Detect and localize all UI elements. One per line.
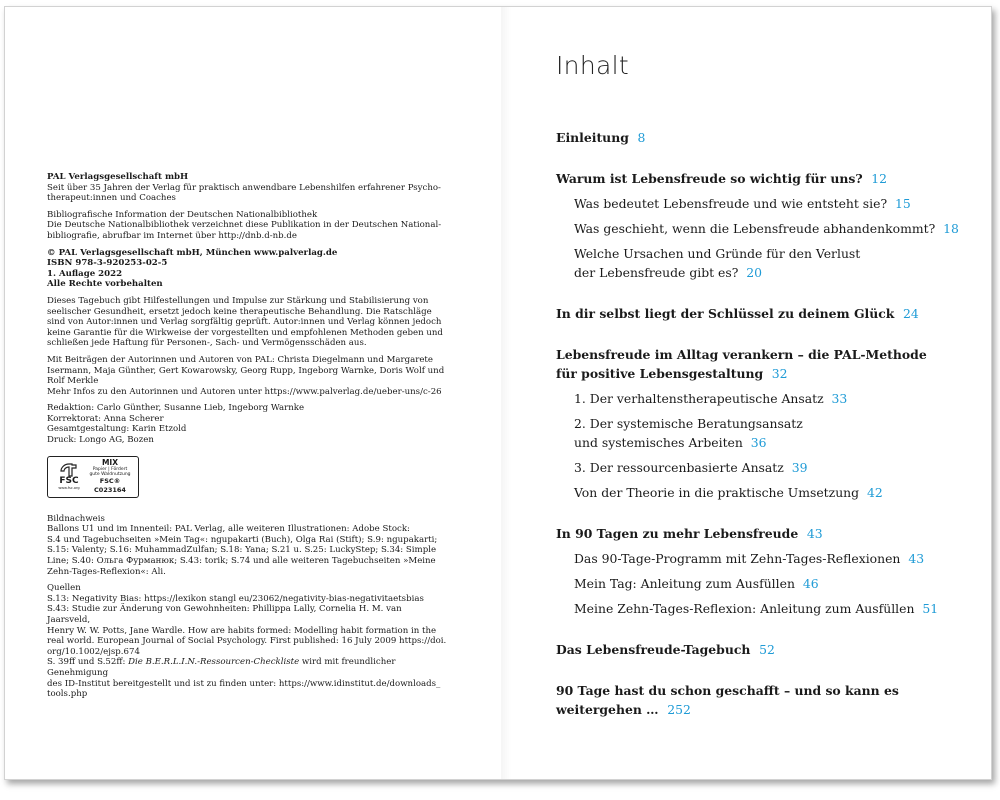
sources-line: org/10.1002/ejsp.674 bbox=[47, 646, 140, 657]
toc-entry-label: In 90 Tagen zu mehr Lebensfreude bbox=[556, 526, 799, 541]
credits-line: Druck: Longo AG, Bozen bbox=[47, 435, 154, 446]
toc-entry-label: Das 90-Tage-Programm mit Zehn-Tages-Reflexionen bbox=[574, 551, 901, 566]
toc-subentry[interactable] bbox=[556, 574, 976, 593]
credits-line: Korrektorat: Anna Scherer bbox=[47, 413, 164, 424]
table-of-contents bbox=[556, 47, 976, 719]
contrib-line: Mit Beiträgen der Autorinnen und Autoren von PAL: Christa Diegelmann und Margarete bbox=[47, 354, 433, 365]
picture-credits bbox=[47, 514, 447, 578]
toc-page-number: 15 bbox=[895, 196, 911, 211]
credits-line: Redaktion: Carlo Günther, Susanne Lieb, Ingeborg Warnke bbox=[47, 403, 305, 414]
toc-entry-label: Von der Theorie in die praktische Umsetzung bbox=[574, 485, 860, 500]
fsc-logo-text: FSC bbox=[59, 476, 79, 487]
contributors bbox=[47, 355, 447, 397]
toc-entry-label: 2. Der systemische Beratungsansatz bbox=[574, 416, 803, 431]
disclaimer-line: Dieses Tagebuch gibt Hilfestellungen und Impulse zur Stärkung und Stabilisierung von bbox=[47, 295, 429, 306]
pics-title: Bildnachweis bbox=[47, 513, 105, 524]
toc-page-number: 252 bbox=[667, 702, 691, 717]
fsc-info bbox=[86, 458, 134, 495]
disclaimer-line: keine Garantie für die Wirkweise der vorgestellten und empfohlenen Methoden geben und bbox=[47, 327, 443, 338]
publisher-name: PAL Verlagsgesellschaft mbH bbox=[47, 172, 189, 182]
toc-page-number: 36 bbox=[750, 435, 767, 450]
toc-page-number: 51 bbox=[922, 601, 939, 616]
toc-page-number: 24 bbox=[903, 306, 919, 321]
imprint-page bbox=[47, 172, 447, 706]
sources-suffix: wird mit freundlicher Genehmigung bbox=[47, 657, 396, 678]
sources-line: tools.php bbox=[47, 689, 88, 700]
copyright-block bbox=[47, 248, 447, 290]
toc-entry-label: Was bedeutet Lebensfreude und wie entsteht sie? bbox=[574, 196, 888, 211]
disclaimer-line: schließen jede Haftung für Personen-, Sach- und Vermögensschäden aus. bbox=[47, 338, 367, 349]
toc-entry-label: Lebensfreude im Alltag verankern – die PAL-Methode bbox=[556, 347, 927, 362]
toc-page-number: 43 bbox=[806, 526, 823, 541]
toc-entry-label: In dir selbst liegt der Schlüssel zu deinem Glück bbox=[556, 306, 895, 321]
bibliographic-info bbox=[47, 210, 447, 242]
checklist-title: Die B.E.R.L.I.N.-Ressourcen-Checkliste bbox=[128, 657, 300, 668]
toc-entry-alltag[interactable] bbox=[556, 345, 976, 383]
toc-entry-einleitung[interactable] bbox=[556, 128, 976, 147]
sources-line: real world. European Journal of Social Psychology. First published: 16 July 2009 https://doi. bbox=[47, 636, 447, 647]
fsc-mix: MIX bbox=[101, 458, 119, 468]
fsc-logo bbox=[52, 463, 86, 490]
contrib-line: Isermann, Maja Günther, Gert Kowarowsky, Georg Rupp, Ingeborg Warnke, Doris Wolf und bbox=[47, 365, 445, 376]
sources bbox=[47, 583, 447, 700]
toc-entry-label: weitergehen … bbox=[556, 702, 659, 717]
sources-line: S.43: Studie zur Änderung von Gewohnheiten: Phillippa Lally, Cornelia H. M. van Jaarsveld, bbox=[47, 604, 402, 625]
toc-subentry[interactable] bbox=[556, 599, 976, 618]
rights: Alle Rechte vorbehalten bbox=[47, 279, 163, 290]
sources-line: S.13: Negativity Bias: https://lexikon stangl eu/23062/negativity-bias-negativitaetsbias bbox=[47, 593, 424, 604]
toc-page-number: 32 bbox=[771, 366, 788, 381]
toc-entry-geschafft[interactable] bbox=[556, 681, 976, 719]
toc-title: Inhalt bbox=[556, 51, 629, 80]
pics-line: Line; S.40: Ольга Фурманюк; S.43: torik; S.74 und alle weiteren Tagebuchseiten »Meine bbox=[47, 556, 436, 567]
publisher-desc: therapeut:innen und Coaches bbox=[47, 193, 176, 204]
toc-page-number: 8 bbox=[637, 130, 646, 145]
toc-subentry[interactable] bbox=[556, 549, 976, 568]
toc-subentry[interactable] bbox=[556, 194, 976, 213]
toc-page-number: 18 bbox=[943, 221, 959, 236]
toc-entry-90-tage[interactable] bbox=[556, 524, 976, 543]
credits-line: Gesamtgestaltung: Karin Etzold bbox=[47, 424, 187, 435]
toc-entry-label: Mein Tag: Anleitung zum Ausfüllen bbox=[574, 576, 795, 591]
fsc-label bbox=[47, 456, 139, 498]
toc-page-number: 46 bbox=[802, 576, 819, 591]
sources-prefix: S. 39ff und S.52ff: bbox=[47, 657, 129, 668]
toc-entry-label: 3. Der ressourcenbasierte Ansatz bbox=[574, 460, 784, 475]
publisher-block bbox=[47, 172, 447, 204]
toc-subentry[interactable] bbox=[556, 389, 976, 408]
biblio-line: Bibliografische Information der Deutschen Nationalbibliothek bbox=[47, 209, 318, 220]
sources-line: Henry W. W. Potts, Jane Wardle. How are habits formed: Modelling habit formation in the bbox=[47, 625, 437, 636]
contrib-line: Mehr Infos zu den Autorinnen und Autoren unter https://www.palverlag.de/ueber-uns/c-26 bbox=[47, 386, 442, 397]
toc-entry-tagebuch[interactable] bbox=[556, 640, 976, 659]
fsc-url: www.fsc.org bbox=[58, 486, 80, 491]
toc-entry-label: Das Lebensfreude-Tagebuch bbox=[556, 642, 751, 657]
fsc-line: gute Waldnutzung bbox=[89, 472, 131, 478]
toc-entry-schluessel[interactable] bbox=[556, 304, 976, 323]
credits bbox=[47, 403, 447, 445]
publisher-desc: Seit über 35 Jahren der Verlag für praktisch anwendbare Lebenshilfen erfahrener Psycho- bbox=[47, 182, 441, 193]
toc-page-number: 42 bbox=[866, 485, 883, 500]
toc-entry-label: für positive Lebensgestaltung bbox=[556, 366, 764, 381]
book-spread bbox=[4, 6, 992, 780]
disclaimer bbox=[47, 296, 447, 349]
toc-entry-label: 1. Der verhaltenstherapeutische Ansatz bbox=[574, 391, 824, 406]
pics-line: S.4 und Tagebuchseiten »Mein Tag«: ngupakarti (Buch), Olga Rai (Stift); S.9: ngupakarti; bbox=[47, 534, 438, 545]
toc-page-number: 43 bbox=[908, 551, 925, 566]
isbn: ISBN 978-3-920253-02-5 bbox=[47, 258, 168, 269]
disclaimer-line: sind von Autor:innen und Verlag sorgfältig geprüft. Autor:innen und Verlag können jedoch bbox=[47, 317, 442, 328]
toc-subentry[interactable] bbox=[556, 458, 976, 477]
toc-entry-label: der Lebensfreude gibt es? bbox=[574, 265, 739, 280]
book-gutter bbox=[501, 7, 511, 779]
pics-line: S.15: Valenty; S.16: MuhammadZulfan; S.18: Yana; S.21 u. S.25: LuckyStep; S.34: Simple bbox=[47, 545, 437, 556]
toc-page-number: 39 bbox=[791, 460, 808, 475]
pics-line: Ballons U1 und im Innenteil: PAL Verlag, alle weiteren Illustrationen: Adobe Stock: bbox=[47, 524, 410, 535]
sources-line bbox=[47, 657, 447, 678]
toc-subentry[interactable] bbox=[556, 244, 976, 282]
toc-entry-warum[interactable] bbox=[556, 169, 976, 188]
sources-title: Quellen bbox=[47, 583, 81, 594]
toc-page-number: 52 bbox=[759, 642, 775, 657]
biblio-line: Die Deutsche Nationalbibliothek verzeichnet diese Publikation in der Deutschen National- bbox=[47, 220, 442, 231]
fsc-line: Papier | Fördert bbox=[92, 467, 128, 473]
toc-page-number: 33 bbox=[831, 391, 848, 406]
sources-line: des ID-Institut bereitgestellt und ist zu finden unter: https://www.idinstitut.de/downloads_ bbox=[47, 678, 441, 689]
toc-entry-label: Was geschieht, wenn die Lebensfreude abhandenkommt? bbox=[574, 221, 936, 236]
fsc-code: FSC® C023164 bbox=[94, 477, 126, 495]
copyright-line: © PAL Verlagsgesellschaft mbH, München www.palverlag.de bbox=[47, 247, 338, 258]
contrib-line: Rolf Merkle bbox=[47, 376, 99, 387]
toc-entry-label: 90 Tage hast du schon geschafft – und so kann es bbox=[556, 683, 899, 698]
toc-entry-label: Welche Ursachen und Gründe für den Verlust bbox=[574, 246, 861, 261]
toc-entry-label: und systemisches Arbeiten bbox=[574, 435, 743, 450]
toc-subentry[interactable] bbox=[556, 483, 976, 502]
fsc-tree-icon bbox=[58, 463, 80, 477]
pics-line: Zehn-Tages-Reflexion«: Ali. bbox=[47, 566, 166, 577]
toc-entry-label: Meine Zehn-Tages-Reflexion: Anleitung zum Ausfüllen bbox=[574, 601, 915, 616]
toc-page-number: 12 bbox=[871, 171, 888, 186]
toc-entry-label: Einleitung bbox=[556, 130, 629, 145]
disclaimer-line: seelischer Gesundheit, ersetzt jedoch keine therapeutische Behandlung. Die Ratschläge bbox=[47, 306, 432, 317]
biblio-line: bibliografie, abrufbar im Internet über http://dnb.d-nb.de bbox=[47, 230, 297, 241]
toc-page-number: 20 bbox=[746, 265, 763, 280]
toc-entry-label: Warum ist Lebensfreude so wichtig für uns? bbox=[556, 171, 863, 186]
toc-subentry[interactable] bbox=[556, 414, 976, 452]
edition: 1. Auflage 2022 bbox=[47, 268, 123, 279]
toc-subentry[interactable] bbox=[556, 219, 976, 238]
